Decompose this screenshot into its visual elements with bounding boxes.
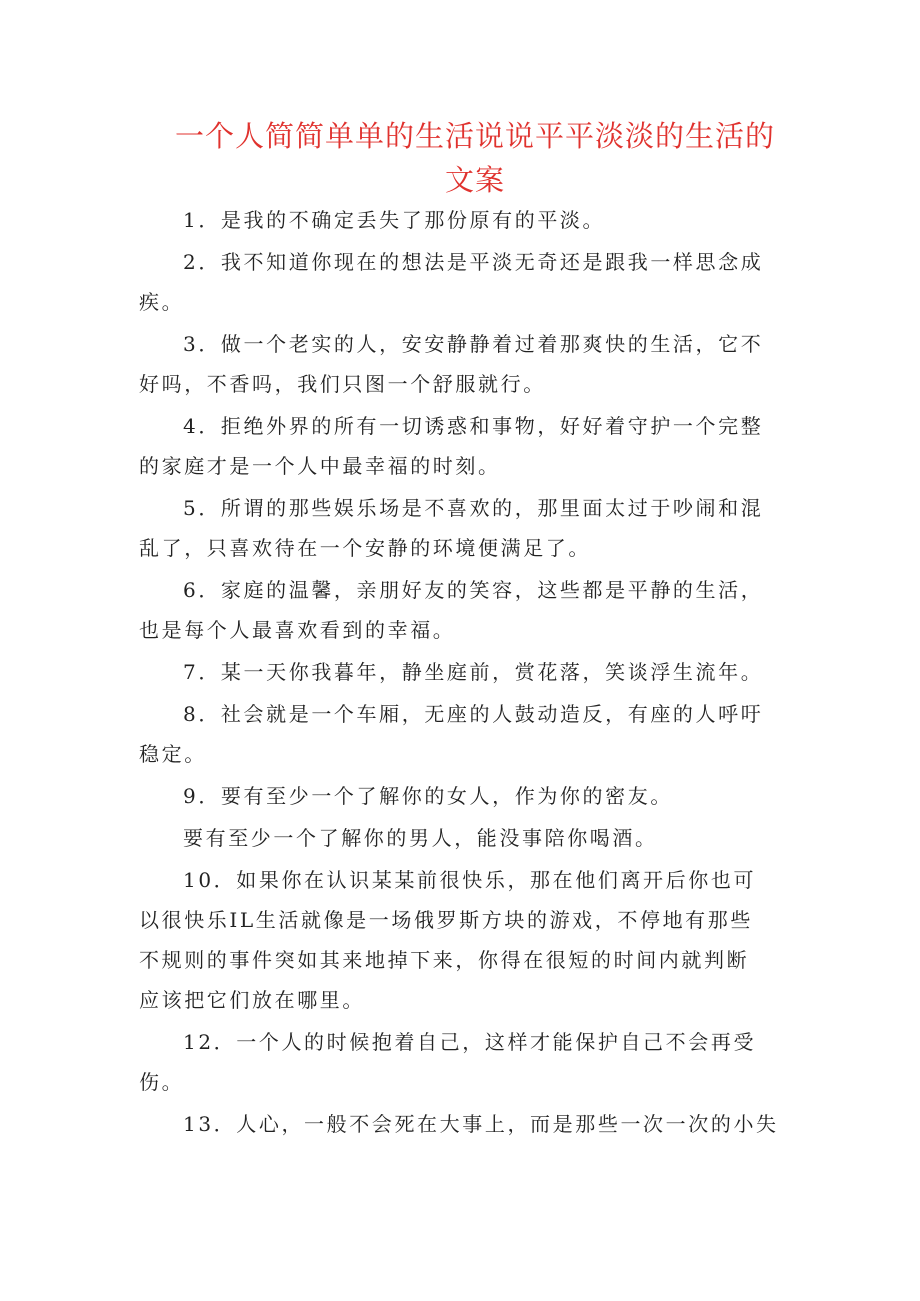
paragraph-line: 不规则的事件突如其来地掉下来，你得在很短的时间内就判断 (139, 948, 750, 972)
title-line: 一个人简简单单的生活说说平平淡淡的生活的 (174, 119, 775, 153)
paragraph-line: 好吗，不香吗，我们只图一个舒服就行。 (139, 372, 546, 396)
paragraph-line: 13．人心，一般不会死在大事上，而是那些一次一次的小失 (183, 1112, 779, 1136)
paragraph-1 (139, 200, 779, 240)
paragraph-2 (139, 242, 779, 322)
paragraph-line: 以很快乐IL生活就像是一场俄罗斯方块的游戏，不停地有那些 (139, 908, 753, 932)
paragraph-7 (139, 652, 779, 692)
paragraph-6 (139, 570, 779, 650)
paragraph-line: 稳定。 (139, 742, 207, 766)
paragraph-line: 应该把它们放在哪里。 (139, 988, 365, 1012)
paragraph-line: 6．家庭的温馨，亲朋好友的笑容，这些都是平静的生活， (183, 578, 764, 602)
paragraph-line: 8．社会就是一个车厢，无座的人鼓动造反，有座的人呼吁 (183, 702, 764, 726)
paragraph-8 (139, 694, 779, 774)
paragraph-13 (139, 1104, 779, 1144)
paragraph-line: 12．一个人的时候抱着自己，这样才能保护自己不会再受 (183, 1030, 757, 1054)
paragraph-line: 乱了，只喜欢待在一个安静的环境便满足了。 (139, 536, 591, 560)
document-body (139, 200, 779, 1144)
title-line: 文案 (444, 163, 505, 197)
document-title (150, 114, 800, 202)
paragraph-line: 伤。 (139, 1070, 185, 1094)
paragraph-5 (139, 488, 779, 568)
paragraph-line: 1．是我的不确定丢失了那份原有的平淡。 (183, 208, 606, 232)
paragraph-line: 要有至少一个了解你的男人，能没事陪你喝酒。 (183, 826, 658, 850)
paragraph-line: 疾。 (139, 290, 185, 314)
paragraph-line: 3．做一个老实的人，安安静静着过着那爽快的生活，它不 (183, 332, 764, 356)
paragraph-line: 2．我不知道你现在的想法是平淡无奇还是跟我一样思念成 (183, 250, 764, 274)
paragraph-line: 7．某一天你我暮年，静坐庭前，赏花落，笑谈浮生流年。 (183, 660, 764, 684)
paragraph-line: 4．拒绝外界的所有一切诱惑和事物，好好着守护一个完整 (183, 414, 764, 438)
paragraph-10 (139, 860, 779, 1020)
paragraph-line: 10．如果你在认识某某前很快乐，那在他们离开后你也可 (183, 868, 757, 892)
paragraph-3 (139, 324, 779, 404)
paragraph-4 (139, 406, 779, 486)
paragraph-line: 也是每个人最喜欢看到的幸福。 (139, 618, 456, 642)
paragraph-9 (139, 776, 779, 816)
paragraph-line: 5．所谓的那些娱乐场是不喜欢的，那里面太过于吵闹和混 (183, 496, 764, 520)
paragraph-line: 的家庭才是一个人中最幸福的时刻。 (139, 454, 501, 478)
paragraph-line: 9．要有至少一个了解你的女人，作为你的密友。 (183, 784, 673, 808)
paragraph-9-continued (139, 818, 779, 858)
paragraph-12 (139, 1022, 779, 1102)
